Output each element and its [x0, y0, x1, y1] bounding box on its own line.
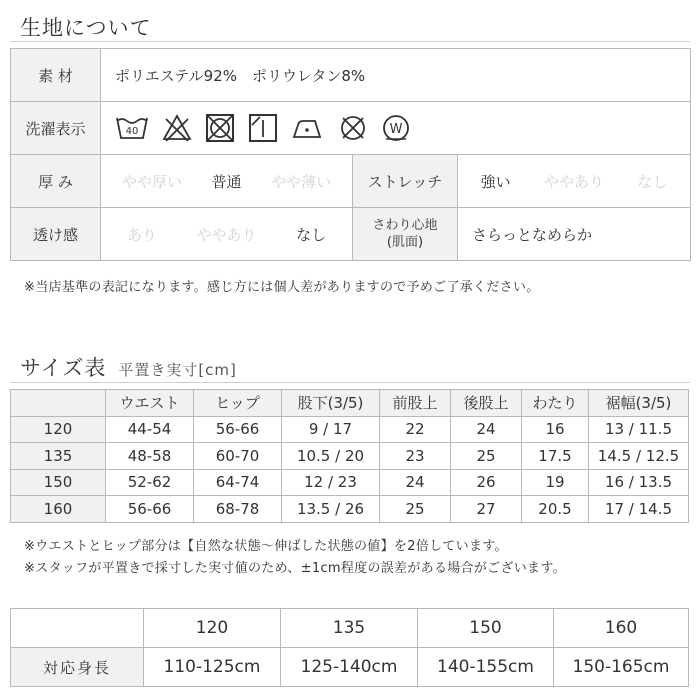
table-cell: 16 / 13.5: [589, 469, 689, 496]
table-cell: 22: [380, 416, 451, 443]
fabric-table: [10, 48, 691, 261]
table-cell: 44-54: [106, 416, 194, 443]
height-label: 対応身長: [11, 648, 144, 687]
table-cell: 17.5: [522, 443, 589, 470]
height-value: 140-155cm: [418, 648, 554, 687]
sheer-option: ややあり: [196, 225, 257, 244]
care-icons-cell: [101, 102, 691, 155]
height-table: [10, 608, 689, 687]
table-cell: 13 / 11.5: [589, 416, 689, 443]
table-cell: 24: [451, 416, 522, 443]
table-cell: 13.5 / 26: [282, 496, 380, 523]
table-cell: 9 / 17: [282, 416, 380, 443]
table-cell: 23: [380, 443, 451, 470]
svg-text:40: 40: [125, 126, 139, 137]
table-cell: 56-66: [106, 496, 194, 523]
table-cell: 19: [522, 469, 589, 496]
fabric-title-divider: [10, 41, 690, 42]
care-label: 洗濯表示: [11, 102, 101, 155]
height-value: 110-125cm: [144, 648, 281, 687]
size-header-cell: 前股上: [380, 390, 451, 417]
height-value: 150-165cm: [554, 648, 689, 687]
table-cell: 16: [522, 416, 589, 443]
no-bleach-icon: [162, 113, 192, 143]
size-table-header: [11, 390, 689, 417]
table-cell: 68-78: [194, 496, 282, 523]
size-row-label: 160: [11, 496, 106, 523]
material-value: ポリエステル92% ポリウレタン8%: [101, 49, 691, 102]
texture-label-line2: (肌面): [386, 235, 424, 250]
no-tumble-dry-icon: [205, 113, 235, 143]
size-section-title: [20, 352, 237, 382]
stretch-options: [458, 155, 691, 208]
wet-clean-icon: [381, 113, 411, 143]
sheer-option: あり: [126, 225, 157, 244]
sheer-option-selected: なし: [296, 225, 327, 244]
size-header-cell: ヒップ: [194, 390, 282, 417]
stretch-label: ストレッチ: [353, 155, 458, 208]
table-cell: 12 / 23: [282, 469, 380, 496]
height-header-cell: 120: [144, 609, 281, 648]
stretch-option: なし: [637, 172, 668, 191]
thickness-label: 厚 み: [11, 155, 101, 208]
size-title: サイズ表: [20, 356, 107, 380]
thickness-option: やや薄い: [271, 172, 332, 191]
height-values-row: [11, 648, 689, 687]
height-header-row: [11, 609, 689, 648]
table-cell: 14.5 / 12.5: [589, 443, 689, 470]
height-header-cell: [11, 609, 144, 648]
table-cell: 25: [451, 443, 522, 470]
size-header-cell: [11, 390, 106, 417]
thickness-options: [101, 155, 353, 208]
thickness-option-selected: 普通: [211, 172, 242, 191]
texture-value: さらっとなめらか: [458, 208, 691, 261]
size-table: [10, 389, 689, 523]
line-dry-shade-icon: [248, 113, 278, 143]
height-header-cell: 160: [554, 609, 689, 648]
table-cell: 10.5 / 20: [282, 443, 380, 470]
table-row: [11, 443, 689, 470]
table-row: [11, 416, 689, 443]
thickness-option: やや厚い: [121, 172, 182, 191]
care-row: [11, 102, 691, 155]
sheer-texture-row: [11, 208, 691, 261]
material-row: [11, 49, 691, 102]
table-cell: 27: [451, 496, 522, 523]
table-cell: 25: [380, 496, 451, 523]
sheer-options: [101, 208, 353, 261]
size-note-2: ※スタッフが平置きで採寸した実寸値のため、±1cm程度の誤差がある場合がございます。: [24, 561, 566, 576]
size-header-cell: ウエスト: [106, 390, 194, 417]
table-cell: 56-66: [194, 416, 282, 443]
table-cell: 24: [380, 469, 451, 496]
fabric-note: ※当店基準の表記になります。感じ方には個人差がありますので予めご了承ください。: [24, 280, 540, 295]
fabric-section-title: 生地について: [20, 16, 152, 40]
table-cell: 17 / 14.5: [589, 496, 689, 523]
size-header-cell: わたり: [522, 390, 589, 417]
texture-label-line1: さわり心地: [372, 218, 438, 233]
size-title-divider: [10, 382, 690, 383]
size-row-label: 135: [11, 443, 106, 470]
height-header-cell: 135: [281, 609, 418, 648]
sheer-label: 透け感: [11, 208, 101, 261]
svg-text:W: W: [389, 122, 403, 137]
size-row-label: 150: [11, 469, 106, 496]
table-cell: 20.5: [522, 496, 589, 523]
size-header-cell: 後股上: [451, 390, 522, 417]
size-subtitle: 平置き実寸[cm]: [118, 361, 237, 379]
size-note-1: ※ウエストとヒップ部分は【自然な状態〜伸ばした状態の値】を2倍しています。: [24, 539, 508, 554]
material-label: 素 材: [11, 49, 101, 102]
iron-low-icon: [291, 113, 325, 143]
size-row-label: 120: [11, 416, 106, 443]
table-row: [11, 469, 689, 496]
table-cell: 52-62: [106, 469, 194, 496]
table-cell: 60-70: [194, 443, 282, 470]
table-cell: 48-58: [106, 443, 194, 470]
thickness-stretch-row: [11, 155, 691, 208]
size-header-cell: 裾幅(3/5): [589, 390, 689, 417]
stretch-option: ややあり: [544, 172, 605, 191]
size-header-cell: 股下(3/5): [282, 390, 380, 417]
height-header-cell: 150: [418, 609, 554, 648]
table-row: [11, 496, 689, 523]
height-value: 125-140cm: [281, 648, 418, 687]
table-cell: 64-74: [194, 469, 282, 496]
table-cell: 26: [451, 469, 522, 496]
wash-40-icon: [115, 113, 149, 143]
texture-label: [353, 208, 458, 261]
no-dry-clean-icon: [338, 113, 368, 143]
stretch-option-selected: 強い: [480, 172, 511, 191]
